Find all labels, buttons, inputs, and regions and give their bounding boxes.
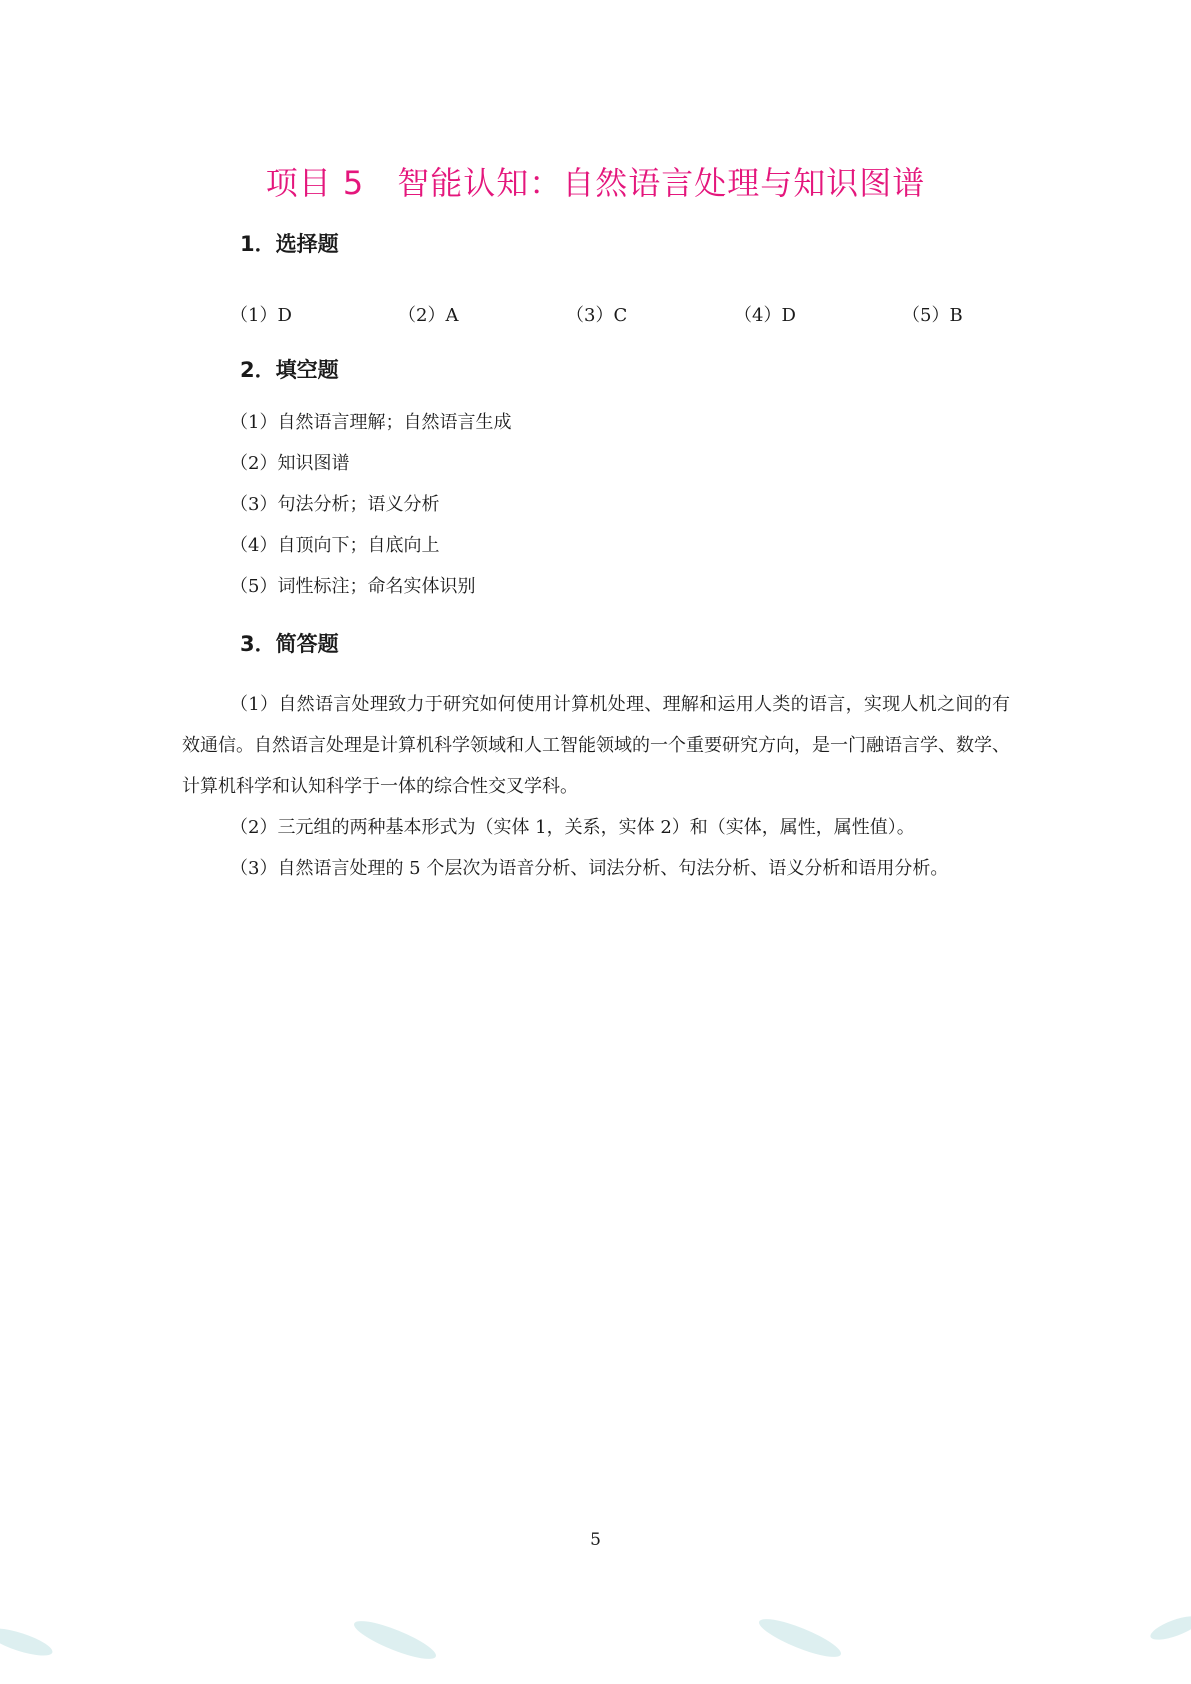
short-answers [182,684,1010,889]
section-heading-fill: 2．填空题 [240,358,339,382]
fill-answer: （1）自然语言理解；自然语言生成 [230,412,512,433]
choice-answer: （3）C [566,305,628,326]
short-answer: （3）自然语言处理的 5 个层次为语音分析、词法分析、句法分析、语义分析和语用分析。 [230,858,949,879]
fill-answer: （2）知识图谱 [230,453,350,474]
choice-answer: （5）B [902,305,963,326]
short-answer: （1）自然语言处理致力于研究如何使用计算机处理、理解和运用人类的语言，实现人机之间的有效通信。自然语言处理是计算机科学领域和人工智能领域的一个重要研究方向，是一门融语言学、数学、计算机科学和认知科学于一体的综合性交叉学科。 [182,694,1010,797]
choice-answer: （4）D [734,305,796,326]
fill-answer: （3）句法分析；语义分析 [230,494,440,515]
choice-answer: （1）D [230,305,292,326]
fill-answer: （4）自顶向下；自底向上 [230,535,440,556]
section-heading-short: 3．简答题 [240,632,339,656]
short-answer: （2）三元组的两种基本形式为（实体 1，关系，实体 2）和（实体，属性，属性值）。 [230,817,915,838]
watermark-decoration [0,1600,1191,1684]
page-title: 项目 5 智能认知：自然语言处理与知识图谱 [265,164,926,202]
fill-answer: （5）词性标注；命名实体识别 [230,576,476,597]
fill-answers [230,410,511,615]
watermark-logo [0,1612,1191,1666]
page-number: 5 [590,1530,601,1550]
section-heading-choice: 1．选择题 [240,232,339,256]
choice-answers [230,301,1030,327]
choice-answer: （2）A [398,305,459,326]
